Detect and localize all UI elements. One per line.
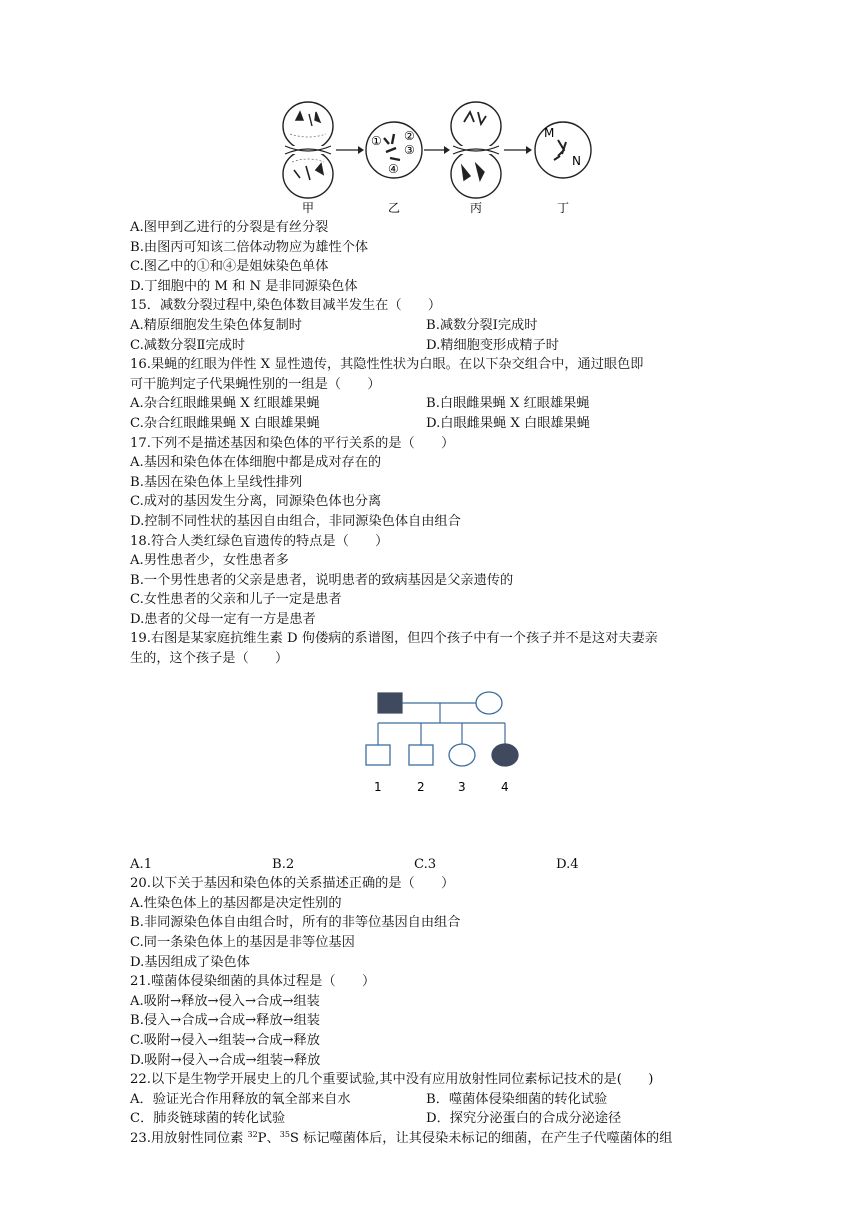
cell-division-figure bbox=[276, 100, 594, 216]
pedigree-child-4 bbox=[492, 744, 518, 766]
q17-option-a: A.基因和染色体在体细胞中都是成对存在的 bbox=[130, 455, 382, 471]
q22-option-a: A．验证光合作用释放的氧全部来自水 bbox=[130, 1091, 351, 1107]
pedigree-label-2: 2 bbox=[417, 779, 425, 794]
q20-option-d: D.基因组成了染色体 bbox=[130, 954, 250, 970]
q15-row1 bbox=[130, 316, 740, 336]
q20-option-b: B.非同源染色体自由组合时，所有的非等位基因自由组合 bbox=[130, 915, 461, 931]
q18-option-c: C.女性患者的父亲和儿子一定是患者 bbox=[130, 592, 342, 608]
q18-stem: 18.符合人类红绿色盲遗传的特点是（ ） bbox=[130, 533, 389, 549]
label-jia: 甲 bbox=[302, 201, 315, 215]
q16-option-d: D.白眼雌果蝇 X 白眼雄果蝇 bbox=[426, 415, 590, 431]
pedigree-label-1: 1 bbox=[374, 779, 382, 794]
pedigree-father bbox=[378, 693, 402, 713]
q14-option-b: B.由图丙可知该二倍体动物应为雄性个体 bbox=[130, 239, 369, 255]
q17-option-b: B.基因在染色体上呈线性排列 bbox=[130, 474, 303, 490]
svg-text:②: ② bbox=[404, 129, 415, 143]
q22-option-b: B．噬菌体侵染细菌的转化试验 bbox=[426, 1091, 608, 1107]
q16-row1 bbox=[130, 394, 740, 414]
q15-option-a: A.精原细胞发生染色体复制时 bbox=[130, 317, 302, 333]
q15-option-c: C.减数分裂Ⅱ完成时 bbox=[130, 337, 246, 353]
q21-option-a: A.吸附→释放→侵入→合成→组装 bbox=[130, 993, 320, 1009]
q14-option-c: C.图乙中的①和④是姐妹染色单体 bbox=[130, 259, 329, 275]
q19-stem-2: 生的，这个孩子是（ ） bbox=[130, 651, 289, 667]
pedigree-label-4: 4 bbox=[501, 779, 509, 794]
q22-row2 bbox=[130, 1109, 740, 1129]
cell-yi bbox=[366, 122, 422, 178]
q22-option-c: C．肺炎链球菌的转化试验 bbox=[130, 1111, 286, 1127]
q19-option-b: B.2 bbox=[272, 856, 295, 872]
q16-stem-1: 16.果蝇的红眼为伴性 X 显性遗传，其隐性性状为白眼。在以下杂交组合中，通过眼色即 bbox=[130, 357, 644, 373]
label-bing: 丙 bbox=[470, 201, 483, 215]
pedigree-mother bbox=[476, 692, 502, 714]
pedigree-child-3 bbox=[449, 744, 475, 766]
svg-text:④: ④ bbox=[388, 162, 399, 176]
q21-option-c: C.吸附→侵入→组装→合成→释放 bbox=[130, 1033, 320, 1048]
pedigree-label-3: 3 bbox=[458, 779, 466, 794]
q15-stem: 15．减数分裂过程中,染色体数目减半发生在（ ） bbox=[130, 298, 442, 314]
q18-option-b: B.一个男性患者的父亲是患者，说明患者的致病基因是父亲遗传的 bbox=[130, 572, 514, 588]
label-yi: 乙 bbox=[388, 201, 401, 215]
q17-option-c: C.成对的基因发生分离，同源染色体也分离 bbox=[130, 494, 382, 510]
q21-stem: 21.噬菌体侵染细菌的具体过程是（ ） bbox=[130, 974, 376, 990]
q21-option-d: D.吸附→侵入→合成→组装→释放 bbox=[130, 1052, 321, 1068]
q19-option-c: C.3 bbox=[414, 856, 437, 872]
q16-option-c: C.杂合红眼雌果蝇 X 白眼雄果蝇 bbox=[130, 415, 320, 431]
svg-text:①: ① bbox=[371, 134, 382, 148]
cell-jia bbox=[283, 102, 333, 198]
svg-text:N: N bbox=[572, 154, 581, 168]
label-ding: 丁 bbox=[557, 201, 570, 215]
q20-stem: 20.以下关于基因和染色体的关系描述正确的是（ ） bbox=[130, 876, 455, 892]
q16-row2 bbox=[130, 414, 740, 434]
q22-row1 bbox=[130, 1090, 740, 1110]
pedigree-child-2 bbox=[409, 745, 433, 765]
q15-row2 bbox=[130, 336, 740, 356]
q18-option-d: D.患者的父母一定有一方是患者 bbox=[130, 611, 316, 627]
svg-text:③: ③ bbox=[404, 143, 415, 157]
q15-option-d: D.精细胞变形成精子时 bbox=[426, 337, 559, 353]
q16-stem-2: 可干脆判定子代果蝇性别的一组是（ ） bbox=[130, 376, 381, 392]
q21-option-b: B.侵入→合成→合成→释放→组装 bbox=[130, 1013, 320, 1029]
q19-stem-1: 19.右图是某家庭抗维生素 D 佝偻病的系谱图，但四个孩子中有一个孩子并不是这对夫妻亲 bbox=[130, 631, 658, 647]
q17-option-d: D.控制不同性状的基因自由组合，非同源染色体自由组合 bbox=[130, 513, 461, 529]
q16-option-b: B.白眼雌果蝇 X 红眼雄果蝇 bbox=[426, 396, 590, 412]
q15-option-b: B.减数分裂Ⅰ完成时 bbox=[426, 317, 538, 333]
q20-option-a: A.性染色体上的基因都是决定性别的 bbox=[130, 895, 342, 911]
svg-text:M: M bbox=[544, 126, 555, 140]
question-text bbox=[130, 218, 740, 1149]
q19-option-a: A.1 bbox=[130, 856, 153, 872]
q22-stem: 22.以下是生物学开展史上的几个重要试验,其中没有应用放射性同位素标记技术的是( ) bbox=[130, 1072, 654, 1088]
q17-stem: 17.下列不是描述基因和染色体的平行关系的是（ ） bbox=[130, 435, 455, 451]
pedigree-area bbox=[130, 669, 740, 855]
cell-ding bbox=[535, 122, 591, 178]
q23-stem: 23.用放射性同位素 $^{32}$P、$^{35}$S 标记噬菌体后，让其侵染未标记的细菌，在产生子代噬菌体的组 bbox=[130, 1129, 673, 1146]
q16-option-a: A.杂合红眼雌果蝇 X 红眼雄果蝇 bbox=[130, 396, 320, 412]
q19-option-d: D.4 bbox=[556, 856, 579, 872]
pedigree-chart bbox=[358, 681, 528, 831]
q18-option-a: A.男性患者少，女性患者多 bbox=[130, 553, 289, 569]
cell-bing bbox=[451, 102, 501, 198]
q19-options bbox=[130, 855, 740, 875]
q22-option-d: D．探究分泌蛋白的合成分泌途径 bbox=[426, 1111, 622, 1127]
q14-option-d: D.丁细胞中的 M 和 N 是非同源染色体 bbox=[130, 278, 358, 294]
q20-option-c: C.同一条染色体上的基因是非等位基因 bbox=[130, 935, 355, 951]
q14-option-a: A.图甲到乙进行的分裂是有丝分裂 bbox=[130, 220, 329, 235]
pedigree-child-1 bbox=[366, 745, 390, 765]
